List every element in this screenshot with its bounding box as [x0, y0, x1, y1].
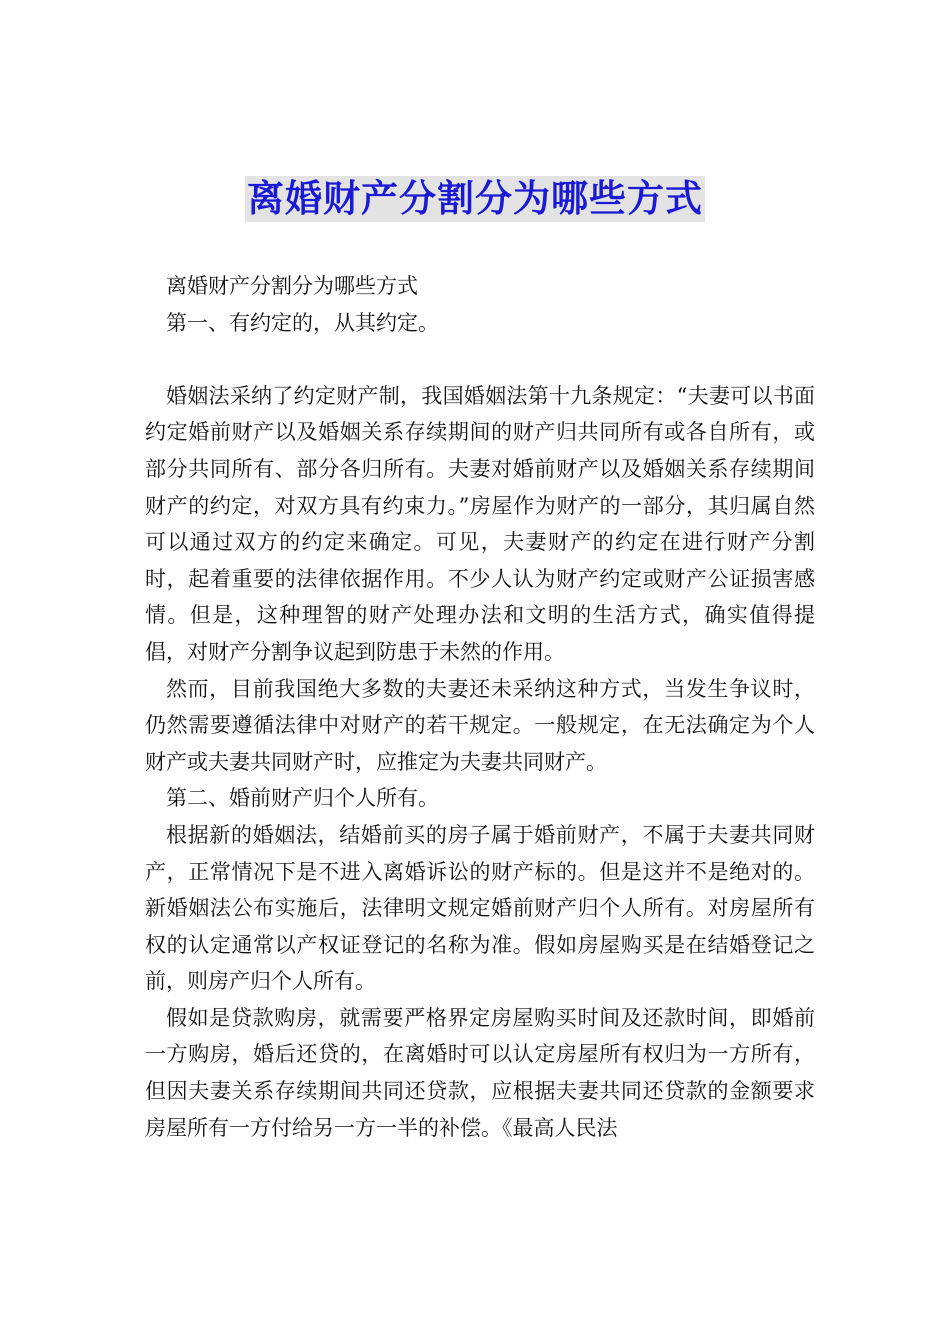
title-container — [0, 176, 950, 222]
document-body — [145, 268, 815, 1146]
document-title: 离婚财产分割分为哪些方式 — [247, 177, 703, 220]
paragraph-default-rule: 然而，目前我国绝大多数的夫妻还未采纳这种方式，当发生争议时，仍然需要遵循法律中对财产的若干规定。一般规定，在无法确定为个人财产或夫妻共同财产时，应推定为夫妻共同财产。 — [145, 676, 815, 774]
paragraph-agreement-system: 婚姻法采纳了约定财产制，我国婚姻法第十九条规定：“夫妻可以书面约定婚前财产以及婚姻关系存续期间的财产归共同所有或各自所有，或部分共同所有、部分各归所有。夫妻对婚前财产以及婚姻关系存续期间财产的约定，对双方具有约束力。”房屋作为财产的一部分，其归属自然可以通过双方的约定来确定。可见，夫妻财产的约定在进行财产分割时，起着重要的法律依据作用。不少人认为财产约定或财产公证损害感情。但是，这种理智的财产处理办法和文明的生活方式，确实值得提倡，对财产分割争议起到防患于未然的作用。 — [145, 383, 815, 664]
paragraph-mortgage: 假如是贷款购房，就需要严格界定房屋购买时间及还款时间，即婚前一方购房，婚后还贷的，在离婚时可以认定房屋所有权归为一方所有，但因夫妻关系存续期间共同还贷款，应根据夫妻共同还贷款的金额要求房屋所有一方付给另一方一半的补偿。《最高人民法 — [145, 1005, 815, 1140]
paragraph-section-2-heading: 第二、婚前财产归个人所有。 — [166, 786, 439, 811]
paragraph-section-1-heading: 第一、有约定的，从其约定。 — [166, 310, 439, 335]
blank-line — [145, 341, 815, 378]
paragraph-premarital-property: 根据新的婚姻法，结婚前买的房子属于婚前财产，不属于夫妻共同财产，正常情况下是不进入离婚诉讼的财产标的。但是这并不是绝对的。新婚姻法公布实施后，法律明文规定婚前财产归个人所有。对房屋所有权的认定通常以产权证登记的名称为准。假如房屋购买是在结婚登记之前，则房产归个人所有。 — [145, 822, 815, 994]
paragraph-subtitle: 离婚财产分割分为哪些方式 — [166, 274, 418, 298]
